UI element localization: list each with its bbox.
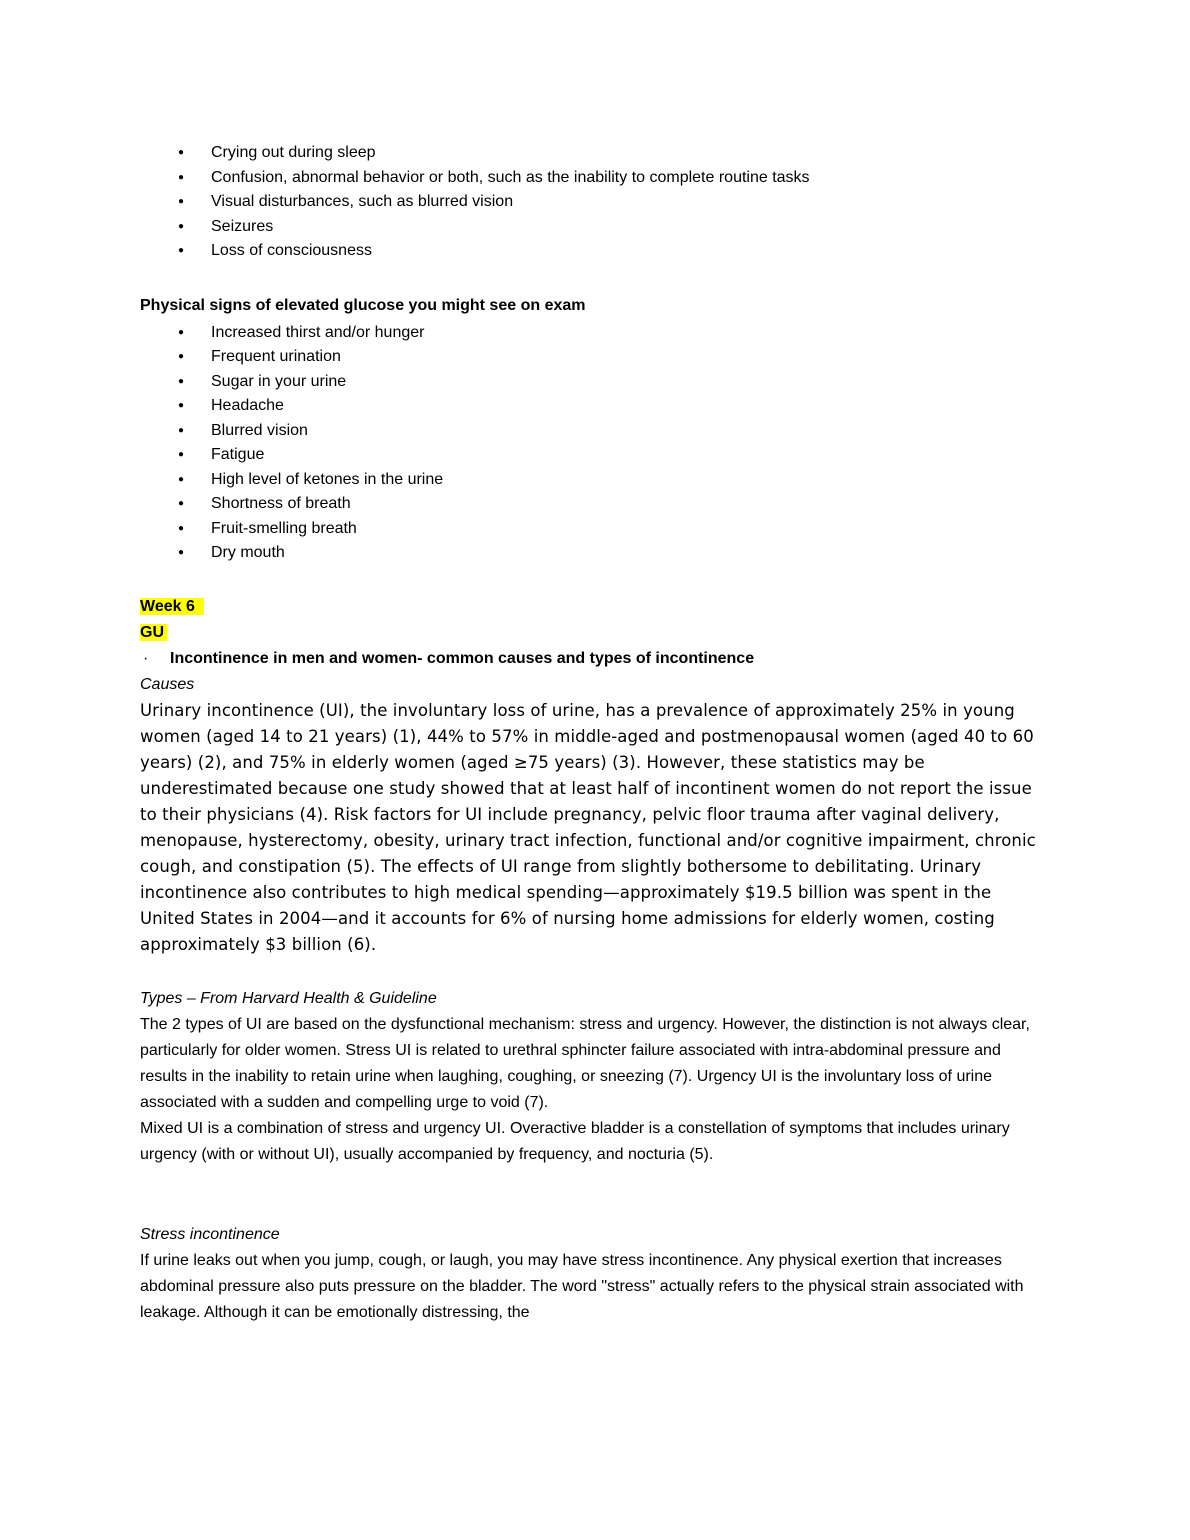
- heading-week: Week 6: [140, 598, 204, 615]
- list-item: ● Dry mouth: [140, 541, 1050, 566]
- list-item: ● Shortness of breath: [140, 492, 1050, 517]
- list-item: ● Fruit-smelling breath: [140, 517, 1050, 542]
- heading-stress: Stress incontinence: [140, 1225, 280, 1243]
- list-item: ● High level of ketones in the urine: [140, 468, 1050, 493]
- heading-types: Types – From Harvard Health & Guideline: [140, 989, 437, 1007]
- elevated-glucose-sign-list: [140, 321, 1050, 566]
- hypoglycemia-symptom-list: [140, 141, 1050, 264]
- list-item: ● Visual disturbances, such as blurred vision: [140, 190, 1050, 215]
- paragraph-types: The 2 types of UI are based on the dysfunctional mechanism: stress and urgency. However, the distinction is not always clear, particularly for older women. Stress UI is related to urethral sphincter failure associated with intra-abdominal pressure and results in the inability to retain urine when laughing, coughing, or sneezing (7). Urgency UI is the involuntary loss of urine associated with a sudden and compelling urge to void (7).: [140, 1015, 1030, 1111]
- bullet-dot: ·: [143, 649, 149, 667]
- heading-incontinence: Incontinence in men and women- common causes and types of incontinence: [170, 649, 755, 667]
- paragraph-stress: If urine leaks out when you jump, cough, or laugh, you may have stress incontinence. Any physical exertion that increases abdominal pressure also puts pressure on the bladder. The word "stress" actually refers to the physical strain associated with leakage. Although it can be emotionally distressing, the: [140, 1251, 1024, 1321]
- list-item: ● Confusion, abnormal behavior or both, such as the inability to complete routine tasks: [140, 166, 1050, 191]
- list-item: ● Fatigue: [140, 443, 1050, 468]
- list-item: ● Loss of consciousness: [140, 239, 1050, 264]
- gu-heading-line: [140, 620, 1050, 646]
- list-item: ● Crying out during sleep: [140, 141, 1050, 166]
- list-item: ● Blurred vision: [140, 419, 1050, 444]
- heading-causes: Causes: [140, 675, 195, 693]
- list-item: ● Sugar in your urine: [140, 370, 1050, 395]
- list-item: ● Increased thirst and/or hunger: [140, 321, 1050, 346]
- week-heading-line: [140, 594, 1050, 620]
- paragraph-causes: Urinary incontinence (UI), the involuntary loss of urine, has a prevalence of approximately 25% in young women (aged 14 to 21 years) (1), 44% to 57% in middle-aged and postmenopausal women (aged 40 to 60 years) (2), and 75% in elderly women (aged ≥75 years) (3). However, these statistics may be underestimated because one study showed that at least half of incontinent women do not report the issue to their physicians (4). Risk factors for UI include pregnancy, pelvic floor trauma after vaginal delivery, menopause, hysterectomy, obesity, urinary tract infection, functional and/or cognitive impairment, chronic cough, and constipation (5). The effects of UI range from slightly bothersome to debilitating. Urinary incontinence also contributes to high medical spending—approximately $19.5 billion was spent in the United States in 2004—and it accounts for 6% of nursing home admissions for elderly women, costing approximately $3 billion (6).: [140, 700, 1036, 954]
- list-item: ● Headache: [140, 394, 1050, 419]
- list-item: ● Frequent urination: [140, 345, 1050, 370]
- heading-gu: GU: [140, 624, 167, 641]
- heading-elevated-glucose: Physical signs of elevated glucose you might see on exam: [140, 296, 586, 314]
- paragraph-mixed: Mixed UI is a combination of stress and urgency UI. Overactive bladder is a constellation of symptoms that includes urinary urgency (with or without UI), usually accompanied by frequency, and nocturia (5).: [140, 1119, 1010, 1163]
- incontinence-heading-row: [140, 646, 1050, 672]
- list-item: ● Seizures: [140, 215, 1050, 240]
